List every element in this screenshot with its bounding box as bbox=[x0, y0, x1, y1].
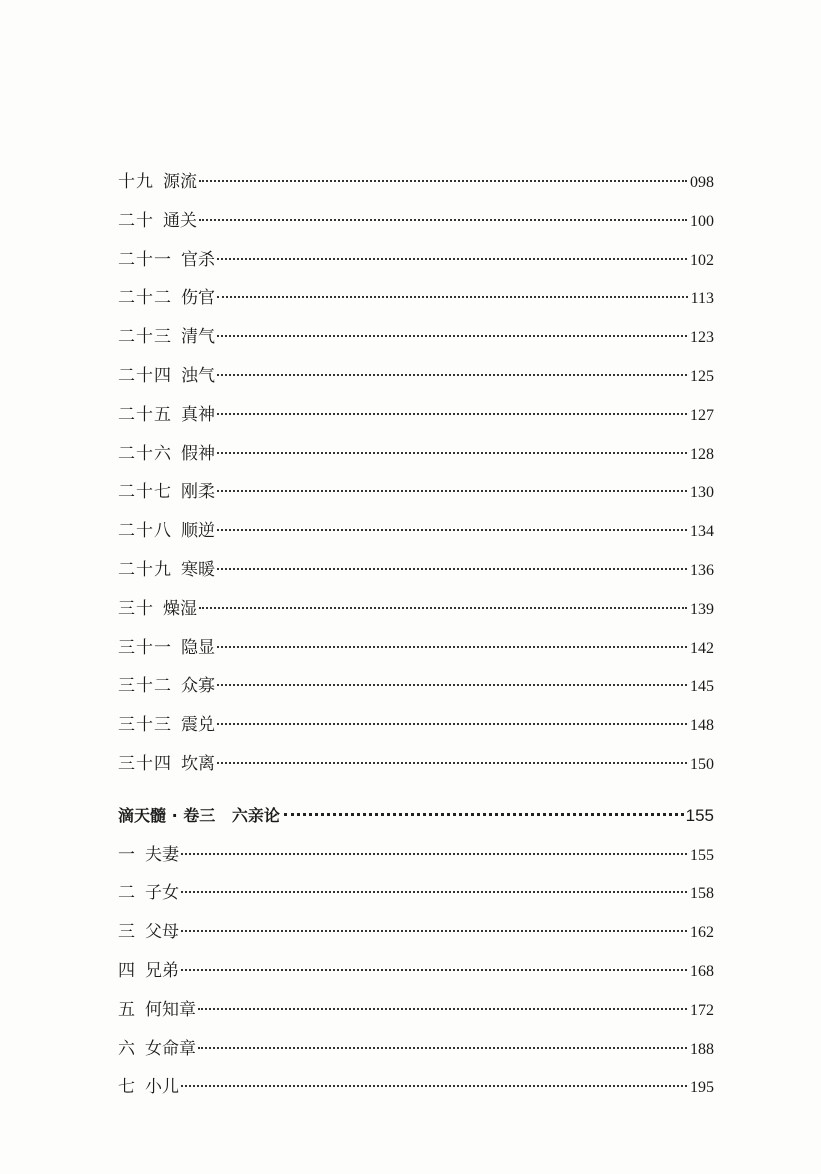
toc-group-chapter-three bbox=[118, 836, 714, 1108]
toc-entry[interactable] bbox=[118, 590, 714, 629]
entry-number: 二十六 bbox=[118, 443, 172, 464]
entry-page-number: 168 bbox=[690, 962, 714, 980]
entry-title: 何知章 bbox=[145, 999, 196, 1020]
entry-title: 假神 bbox=[181, 443, 215, 464]
dot-leader bbox=[217, 258, 687, 260]
entry-title: 顺逆 bbox=[181, 521, 215, 542]
entry-number: 二十九 bbox=[118, 559, 172, 580]
section-page-number: 155 bbox=[685, 805, 714, 825]
dot-leader bbox=[181, 930, 687, 932]
entry-number: 二十 bbox=[118, 210, 154, 231]
dot-leader bbox=[181, 969, 687, 971]
entry-page-number: 162 bbox=[690, 924, 714, 942]
dot-leader bbox=[217, 568, 687, 570]
entry-number: 一 bbox=[118, 844, 136, 865]
entry-page-number: 158 bbox=[690, 885, 714, 903]
entry-number: 二十二 bbox=[118, 288, 172, 309]
dot-leader bbox=[181, 853, 687, 855]
entry-title: 寒暖 bbox=[181, 559, 215, 580]
toc-entry[interactable] bbox=[118, 706, 714, 745]
entry-title: 子女 bbox=[145, 883, 179, 904]
toc-entry[interactable] bbox=[118, 836, 714, 875]
entry-number: 三十三 bbox=[118, 715, 172, 736]
entry-page-number: 134 bbox=[690, 523, 714, 541]
dot-leader bbox=[217, 452, 687, 454]
entry-title: 清气 bbox=[181, 327, 215, 348]
entry-number: 三十二 bbox=[118, 676, 172, 697]
entry-page-number: 113 bbox=[690, 290, 714, 308]
toc-entry[interactable] bbox=[118, 357, 714, 396]
entry-page-number: 188 bbox=[690, 1040, 714, 1058]
entry-title: 通关 bbox=[163, 210, 197, 231]
entry-page-number: 148 bbox=[690, 717, 714, 735]
dot-leader bbox=[217, 646, 687, 648]
dot-leader bbox=[217, 296, 688, 298]
entry-page-number: 127 bbox=[690, 406, 714, 424]
entry-title: 众寡 bbox=[181, 676, 215, 697]
toc-entry[interactable] bbox=[118, 163, 714, 202]
entry-page-number: 125 bbox=[690, 367, 714, 385]
toc-entry[interactable] bbox=[118, 279, 714, 318]
entry-number: 三十一 bbox=[118, 637, 172, 658]
entry-title: 浊气 bbox=[181, 365, 215, 386]
entry-page-number: 139 bbox=[690, 600, 714, 618]
entry-number: 二十三 bbox=[118, 327, 172, 348]
dot-leader bbox=[217, 529, 687, 531]
toc-entry[interactable] bbox=[118, 241, 714, 280]
entry-page-number: 145 bbox=[690, 678, 714, 696]
entry-title: 隐显 bbox=[181, 637, 215, 658]
entry-page-number: 142 bbox=[690, 639, 714, 657]
entry-title: 女命章 bbox=[145, 1038, 196, 1059]
entry-number: 四 bbox=[118, 960, 136, 981]
entry-title: 兄弟 bbox=[145, 960, 179, 981]
dot-leader bbox=[217, 684, 687, 686]
entry-title: 源流 bbox=[163, 172, 197, 192]
toc-entry[interactable] bbox=[118, 551, 714, 590]
dot-leader bbox=[181, 1085, 687, 1087]
toc-entry[interactable] bbox=[118, 1068, 714, 1107]
entry-page-number: 172 bbox=[690, 1001, 714, 1019]
entry-page-number: 128 bbox=[690, 445, 714, 463]
dot-leader bbox=[199, 607, 687, 609]
entry-page-number: 098 bbox=[690, 174, 714, 191]
dot-leader bbox=[217, 723, 687, 725]
toc-entry[interactable] bbox=[118, 512, 714, 551]
entry-number: 六 bbox=[118, 1038, 136, 1059]
toc-entry[interactable] bbox=[118, 874, 714, 913]
entry-title: 父母 bbox=[145, 922, 179, 943]
entry-title: 真神 bbox=[181, 404, 215, 425]
toc-entry[interactable] bbox=[118, 202, 714, 241]
entry-number: 二十五 bbox=[118, 404, 172, 425]
dot-leader bbox=[217, 762, 687, 764]
toc-entry[interactable] bbox=[118, 473, 714, 512]
section-title: 滴天髓 · 卷三 六亲论 bbox=[118, 805, 280, 825]
entry-number: 二 bbox=[118, 883, 136, 904]
toc-entry[interactable] bbox=[118, 667, 714, 706]
toc-entry[interactable] bbox=[118, 913, 714, 952]
entry-number: 十九 bbox=[118, 172, 154, 192]
section-heading[interactable] bbox=[118, 797, 714, 836]
entry-number: 七 bbox=[118, 1077, 136, 1098]
toc-entry[interactable] bbox=[118, 991, 714, 1030]
entry-number: 二十四 bbox=[118, 365, 172, 386]
entry-title: 刚柔 bbox=[181, 482, 215, 503]
entry-page-number: 136 bbox=[690, 561, 714, 579]
dot-leader bbox=[217, 490, 687, 492]
entry-page-number: 102 bbox=[690, 251, 714, 269]
entry-page-number: 123 bbox=[690, 329, 714, 347]
dot-leader bbox=[217, 374, 687, 376]
toc-entry[interactable] bbox=[118, 952, 714, 991]
table-of-contents bbox=[118, 163, 714, 1107]
toc-entry[interactable] bbox=[118, 396, 714, 435]
entry-title: 伤官 bbox=[181, 288, 215, 309]
toc-entry[interactable] bbox=[118, 318, 714, 357]
entry-title: 夫妻 bbox=[145, 844, 179, 865]
dot-leader bbox=[199, 180, 687, 182]
entry-page-number: 155 bbox=[690, 846, 714, 864]
toc-entry[interactable] bbox=[118, 745, 714, 784]
toc-entry[interactable] bbox=[118, 1030, 714, 1069]
entry-number: 五 bbox=[118, 999, 136, 1020]
entry-number: 二十七 bbox=[118, 482, 172, 503]
entry-page-number: 100 bbox=[690, 212, 714, 230]
entry-title: 小儿 bbox=[145, 1077, 179, 1098]
dot-leader bbox=[198, 1047, 687, 1049]
dot-leader bbox=[181, 891, 687, 893]
entry-page-number: 150 bbox=[690, 755, 714, 773]
entry-title: 坎离 bbox=[181, 753, 215, 774]
dot-leader bbox=[199, 219, 687, 221]
entry-title: 燥湿 bbox=[163, 598, 197, 619]
entry-number: 二十一 bbox=[118, 249, 172, 270]
entry-number: 三十四 bbox=[118, 753, 172, 774]
entry-page-number: 130 bbox=[690, 484, 714, 502]
entry-number: 三 bbox=[118, 922, 136, 943]
entry-number: 二十八 bbox=[118, 521, 172, 542]
entry-title: 官杀 bbox=[181, 249, 215, 270]
entry-page-number: 195 bbox=[690, 1079, 714, 1097]
dot-leader bbox=[198, 1008, 687, 1010]
toc-group-chapter-two bbox=[118, 163, 714, 784]
dot-leader bbox=[284, 813, 684, 816]
dot-leader bbox=[217, 413, 687, 415]
dot-leader bbox=[217, 335, 687, 337]
entry-number: 三十 bbox=[118, 598, 154, 619]
entry-title: 震兑 bbox=[181, 715, 215, 736]
toc-entry[interactable] bbox=[118, 629, 714, 668]
toc-entry[interactable] bbox=[118, 435, 714, 474]
